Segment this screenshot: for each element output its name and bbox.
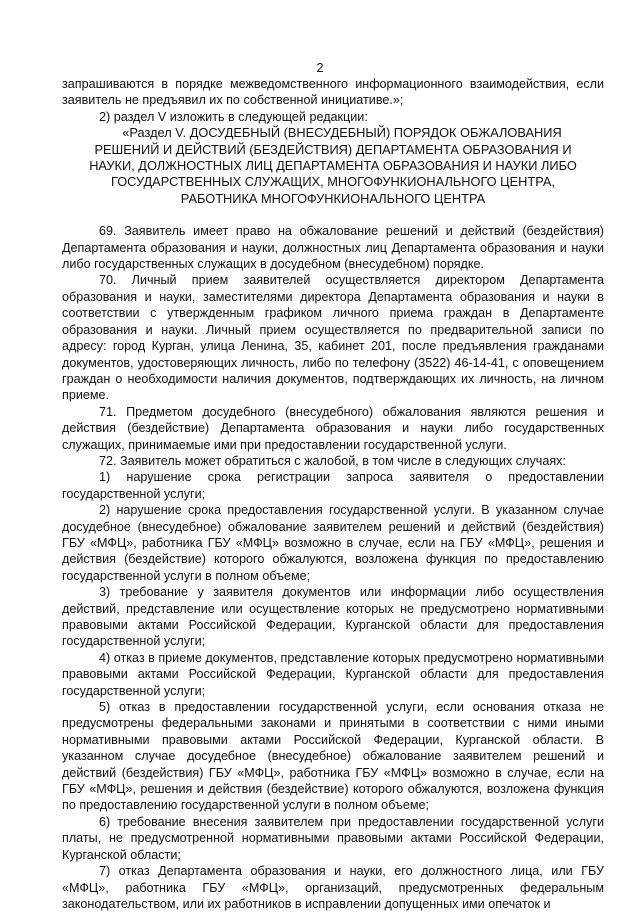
paragraph-72: 72. Заявитель может обратиться с жалобой, в том числе в следующих случаях: — [99, 453, 566, 468]
case-item-5: 5) отказ в предоставлении государственной услуги, если основания отказа не предусмотрены федеральными законами и принятыми в соответствии с ними иными нормативными правовыми актами Российской Федерации, Курганской области. В указанном случае досудебное (внесудебное) обжалование заявителем решений и действий (бездействия) ГБУ «МФЦ», работника ГБУ «МФЦ» возможно в случае, если на ГБУ «МФЦ», решения и действия (бездействие) которого обжалуются, возложена функция по предоставлению государственной услуги в полном объеме; — [62, 700, 604, 813]
paragraph-71: 71. Предметом досудебного (внесудебного) обжалования являются решения и действия (бездействие) Департамента образования и науки либо государственных служащих, принимаемые ими при предоставлении государственной услуги. — [62, 404, 604, 452]
section-heading-line: ГОСУДАРСТВЕННЫХ СЛУЖАЩИХ, МНОГОФУНКИОНАЛЬНОГО ЦЕНТРА, — [110, 174, 556, 190]
section-heading-line: РАБОТНИКА МНОГОФУНКИОНАЛЬНОГО ЦЕНТРА — [180, 190, 486, 206]
case-item-6: 6) требование внесения заявителем при предоставлении государственной услуги платы, не предусмотренной нормативными правовыми актами Российской Федерации, Курганской области; — [62, 814, 604, 862]
section-heading — [62, 125, 604, 207]
case-item-2: 2) нарушение срока предоставления государственной услуги. В указанном случае досудебное (внесудебное) обжалование заявителем решений и действий (бездействия) ГБУ «МФЦ», работника ГБУ «МФЦ» возможно в случае, если на ГБУ «МФЦ», решения и действия (бездействие) которого обжалуются, возложена функция по предоставлению государственной услуги в полном объеме; — [62, 503, 604, 583]
continuation-text: запрашиваются в порядке межведомственного информационного взаимодействия, если заявитель не предъявил их по собственной инициативе.»; — [62, 77, 604, 108]
case-item-1: 1) нарушение срока регистрации запроса заявителя о предоставлении государственной услуги; — [62, 470, 604, 501]
document-body — [62, 76, 604, 912]
paragraph-69: 69. Заявитель имеет право на обжалование решений и действий (бездействия) Департамента образования и науки, должностных лиц Департамента образования и науки либо государственных служащих в досудебном (внесудебном) порядке. — [62, 224, 604, 272]
amendment-item-2: 2) раздел V изложить в следующей редакции: — [99, 109, 368, 124]
paragraph-70: 70. Личный прием заявителей осуществляется директором Департамента образования и науки, заместителями директора Департамента образования и науки в соответствии с утвержденным графиком личного приема граждан в Департаменте образования и науки. Личный прием осуществляется по предварительной записи по адресу: город Курган, улица Ленина, 35, кабинет 201, после предъявления гражданами документов, удостоверяющих личность, либо по телефону (3522) 46-14-41, с оповещением граждан о необходимости наличия документов, подтверждающих их личность, на личном приеме. — [62, 273, 604, 403]
section-heading-line: НАУКИ, ДОЛЖНОСТНЫХ ЛИЦ ДЕПАРТАМЕНТА ОБРАЗОВАНИЯ И НАУКИ ЛИБО — [89, 158, 577, 174]
case-item-4: 4) отказ в приеме документов, представление которых предусмотрено нормативными правовыми актами Российской Федерации, Курганской области для предоставления государственной услуги; — [62, 650, 604, 698]
case-item-7: 7) отказ Департамента образования и науки, его должностного лица, или ГБУ «МФЦ», работника ГБУ «МФЦ», организаций, предусмотренных федеральным законодательством, или их работников в исправлении допущенных ими опечаток и — [62, 864, 604, 911]
section-heading-line: РЕШЕНИЙ И ДЕЙСТВИЙ (БЕЗДЕЙСТВИЯ) ДЕПАРТАМЕНТА ОБРАЗОВАНИЯ И — [94, 141, 572, 157]
section-heading-line: «Раздел V. ДОСУДЕБНЫЙ (ВНЕСУДЕБНЫЙ) ПОРЯДОК ОБЖАЛОВАНИЯ — [122, 125, 562, 141]
case-item-3: 3) требование у заявителя документов или информации либо осуществления действий, представление или осуществление которых не предусмотрено нормативными правовыми актами Российской Федерации, Курганской области для предоставления государственной услуги; — [62, 585, 604, 649]
page-number: 2 — [316, 61, 324, 75]
